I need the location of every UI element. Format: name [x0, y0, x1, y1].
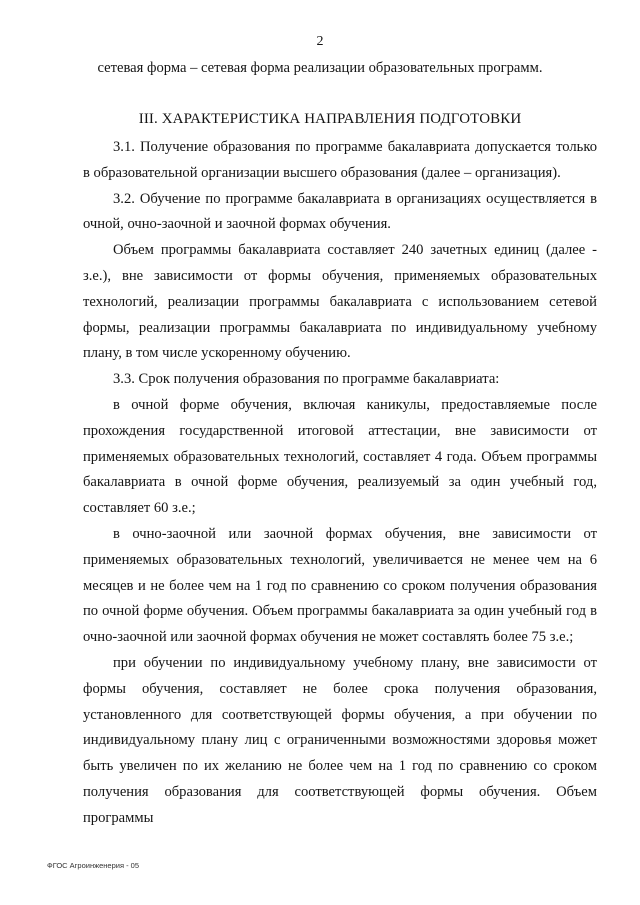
paragraph-program-volume: Объем программы бакалавриата составляет 240 зачетных единиц (далее - з.е.), вне зависимости от формы обучения, применяемых образовательных технологий, реализации программы бакалавриата с использованием сетевой формы, реализации программы бакалавриата по индивидуальному учебному плану, в том числе ускоренному обучению. [83, 242, 597, 362]
body-text [83, 135, 597, 832]
section-heading: III. ХАРАКТЕРИСТИКА НАПРАВЛЕНИЯ ПОДГОТОВКИ [138, 111, 522, 127]
paragraph-full-time: в очной форме обучения, включая каникулы, предоставляемые после прохождения государственной итоговой аттестации, вне зависимости от применяемых образовательных технологий, составляет 4 года. Объем программы бакалавриата в очной форме обучения, реализуемый за один учебный год, составляет 60 з.е.; [83, 396, 597, 517]
page-number: 2 [316, 34, 324, 49]
footer-label: ФГОС Агроинженерия - 05 [47, 861, 140, 870]
intro-line: сетевая форма – сетевая форма реализации образовательных программ. [97, 60, 543, 76]
paragraph-individual-plan: при обучении по индивидуальному учебному плану, вне зависимости от формы обучения, составляет не более срока получения образования, установленного для соответствующей формы обучения, а при обучении по индивидуальному плану лиц с ограниченными возможностями здоровья может быть увеличен по их желанию не более чем на 1 год по сравнению со сроком получения образования для соответствующей формы обучения. Объем программы [83, 654, 597, 826]
paragraph-3-1: 3.1. Получение образования по программе бакалавриата допускается только в образовательной организации высшего образования (далее – организация). [83, 139, 597, 181]
paragraph-part-time: в очно-заочной или заочной формах обучения, вне зависимости от применяемых образовательных технологий, увеличивается не менее чем на 6 месяцев и не более чем на 1 год по сравнению со сроком получения образования по очной форме обучения. Объем программы бакалавриата за один учебный год в очно-заочной или заочной формах обучения не может составлять более 75 з.е.; [83, 525, 597, 646]
paragraph-3-3: 3.3. Срок получения образования по программе бакалавриата: [113, 371, 500, 388]
paragraph-3-2: 3.2. Обучение по программе бакалавриата в организациях осуществляется в очной, очно-заочной и заочной формах обучения. [83, 190, 597, 233]
